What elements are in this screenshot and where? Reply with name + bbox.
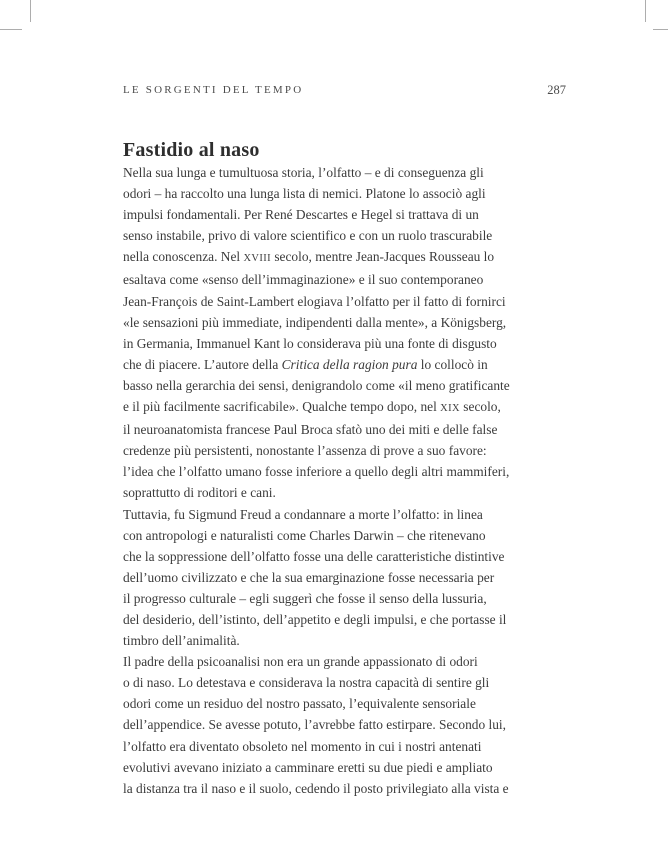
paragraph (123, 162, 583, 504)
text-line: del desiderio, dell’istinto, dell’appetito e degli impulsi, e che portasse il (123, 611, 507, 627)
text-line: Jean-François de Saint-Lambert elogiava l’olfatto per il fatto di fornirci (123, 293, 506, 309)
text-line: la distanza tra il naso e il suolo, cedendo il posto privilegiato alla vista e (123, 780, 509, 796)
text-line: senso instabile, privo di valore scientifico e con un ruolo trascurabile (123, 228, 493, 244)
paragraph (123, 651, 583, 799)
text-line: evolutivi avevano iniziato a camminare eretti su due piedi e ampliato (123, 759, 493, 775)
text-line: o di naso. Lo detestava e considerava la nostra capacità di sentire gli (123, 675, 490, 691)
crop-mark-top-right-vertical (645, 0, 646, 22)
text-line: odori – ha raccolto una lunga lista di nemici. Platone lo associò agli (123, 186, 486, 202)
text-line: Nella sua lunga e tumultuosa storia, l’olfatto – e di conseguenza gli (123, 165, 484, 180)
page-number: 287 (547, 83, 566, 97)
crop-mark-top-left-horizontal (0, 29, 22, 30)
body-text (123, 162, 583, 799)
text-line: credenze più persistenti, nonostante l’assenza di prove a suo favore: (123, 443, 487, 459)
paragraph (123, 504, 583, 652)
crop-mark-top-left-vertical (30, 0, 31, 22)
crop-mark-top-right-horizontal (653, 29, 668, 30)
text-line: Tuttavia, fu Sigmund Freud a condannare a morte l’olfatto: in linea (123, 506, 483, 522)
text-line: con antropologi e naturalisti come Charles Darwin – che ritenevano (123, 527, 486, 543)
text-line: e il più facilmente sacrificabile». Qualche tempo dopo, nel XIX secolo, (123, 399, 501, 415)
text-line: il progresso culturale – egli suggerì che fosse il senso della lussuria, (123, 590, 487, 606)
text-line: l’olfatto era diventato obsoleto nel momento in cui i nostri antenati (123, 738, 482, 754)
text-line: dell’uomo civilizzato e che la sua emarginazione fosse necessaria per (123, 569, 495, 585)
text-line: basso nella gerarchia dei sensi, denigrandolo come «il meno gratificante (123, 377, 510, 393)
text-line: in Germania, Immanuel Kant lo considerava più una fonte di disgusto (123, 335, 497, 351)
text-line: l’idea che l’olfatto umano fosse inferiore a quello degli altri mammiferi, (123, 464, 510, 480)
text-line: esaltava come «senso dell’immaginazione» e il suo contemporaneo (123, 272, 484, 288)
text-line: nella conoscenza. Nel XVIII secolo, mentre Jean-Jacques Rousseau lo (123, 249, 495, 265)
text-line: impulsi fondamentali. Per René Descartes e Hegel si trattava di un (123, 207, 479, 223)
section-title: Fastidio al naso (123, 139, 260, 161)
text-line: che la soppressione dell’olfatto fosse una delle caratteristiche distintive (123, 548, 505, 564)
text-line: timbro dell’animalità. (123, 633, 240, 649)
text-line: Il padre della psicoanalisi non era un grande appassionato di odori (123, 654, 478, 670)
running-header: LE SORGENTI DEL TEMPO (123, 84, 304, 96)
text-line: che di piacere. L’autore della Critica della ragion pura lo collocò in (123, 356, 488, 372)
text-line: «le sensazioni più immediate, indipendenti dalla mente», a Königsberg, (123, 314, 507, 330)
text-line: soprattutto di roditori e cani. (123, 485, 276, 501)
text-line: il neuroanatomista francese Paul Broca sfatò uno dei miti e delle false (123, 422, 498, 438)
text-line: odori come un residuo del nostro passato, l’equivalente sensoriale (123, 696, 476, 712)
text-line: dell’appendice. Se avesse potuto, l’avrebbe fatto estirpare. Secondo lui, (123, 717, 506, 733)
